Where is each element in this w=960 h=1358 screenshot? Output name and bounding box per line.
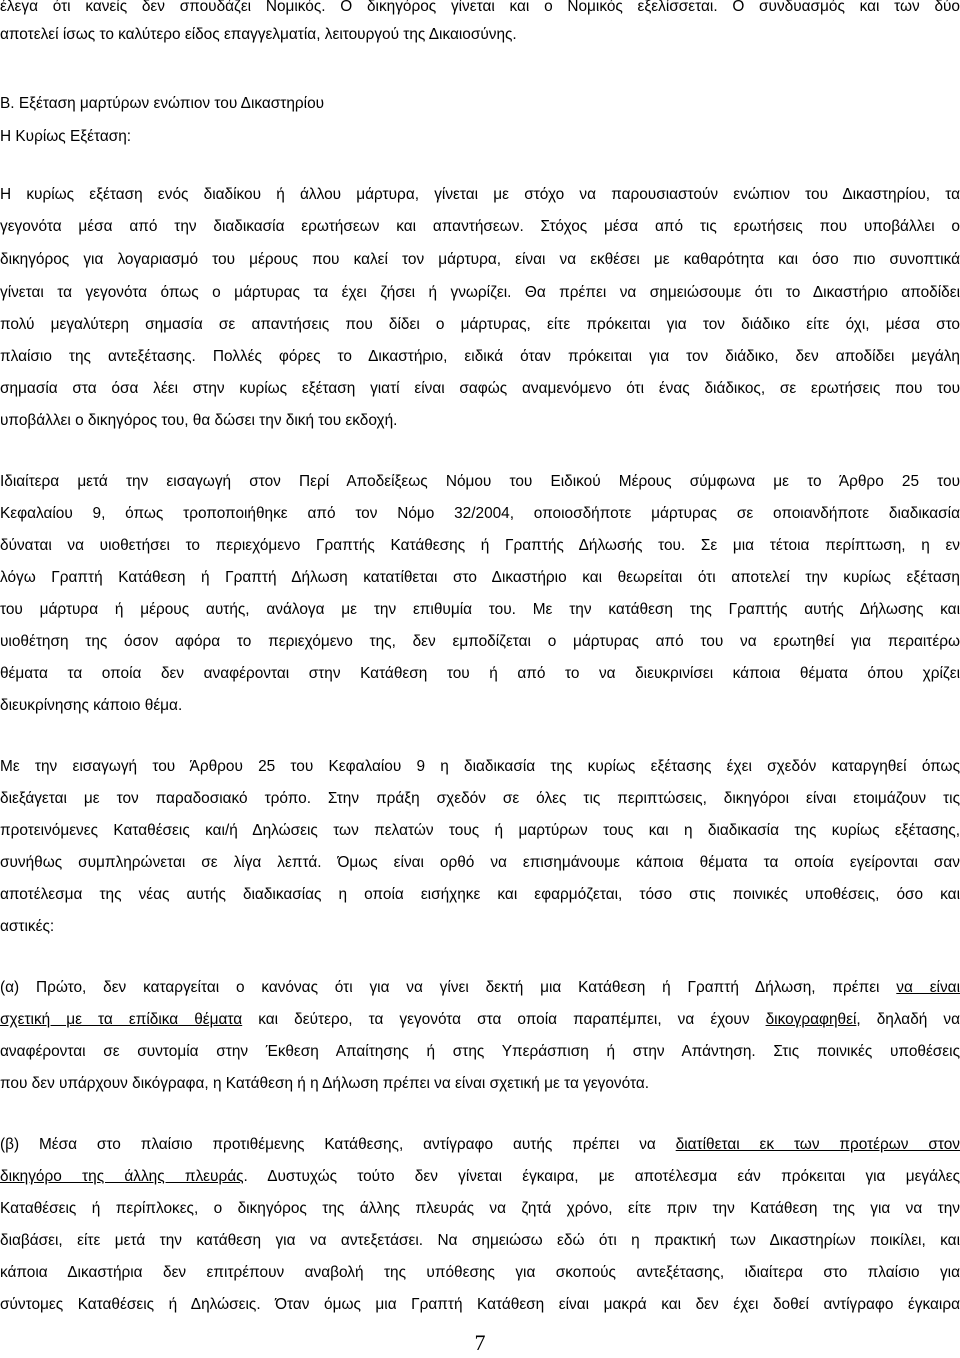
paragraph-1-line: πλαίσιο της αντεξέτασης. Πολλές φόρες το Δικαστήριο, ειδικά όταν πρόκειται για τον διάδικο, δεν αποδίδει μεγάλη [0, 348, 960, 365]
item-a-line: αναφέρονται σε συντομία στην Έκθεση Απαίτησης ή στης Υπεράσπιση ή στην Απάντηση. Στις ποινικές υποθέσεις [0, 1043, 960, 1060]
paragraph-2-line: Ιδιαίτερα μετά την εισαγωγή στον Περί Αποδείξεως Νόμου του Ειδικού Μέρους σύμφωνα με το Άρθρο 25 του [0, 473, 960, 490]
item-b-text: . Δυστυχώς τούτο δεν γίνεται έγκαιρα, με αποτέλεσμα εάν πρόκειται για μεγάλες [243, 1168, 960, 1185]
item-a-underlined: δικογραφηθεί [765, 1011, 857, 1028]
section-heading: Β. Εξέταση μαρτύρων ενώπιον του Δικαστηρίου [0, 95, 325, 112]
paragraph-1-line: πολύ μεγαλύτερη σημασία σε απαντήσεις που δίδει ο μάρτυρας, είτε πρόκειται για τον διάδικο είτε όχι, μέσα στο [0, 316, 960, 333]
paragraph-2-line: θέματα τα οποία δεν αναφέρονται στην Κατάθεση του ή από το να διευκρινίσει κάποια θέματα όπου χρίζει [0, 665, 960, 682]
paragraph-3-line: προτεινόμενες Καταθέσεις και/ή Δηλώσεις των πελατών τους ή μαρτύρων τους και η διαδικασία της κυρίως εξέτασης, [0, 822, 960, 839]
item-a-line [0, 976, 960, 1000]
paragraph-3-line: αστικές: [0, 918, 55, 935]
item-a-line: που δεν υπάρχουν δικόγραφα, η Κατάθεση ή η Δήλωση πρέπει να είναι σχετική με τα γεγονότα. [0, 1075, 650, 1092]
item-a-underlined: να είναι [896, 979, 960, 996]
paragraph-1-line: σημασία στα όσα λέει στην κυρίως εξέταση γιατί είναι σαφώς αναμενόμενο ότι ένας διάδικος, σε ερωτήσεις που του [0, 380, 960, 397]
page-number: 7 [474, 1330, 486, 1355]
intro-line: έλεγα ότι κανείς δεν σπουδάζει Νομικός. Ο δικηγόρος γίνεται και ο Νομικός εξελίσσεται. Ο συνδυασμός και των δύο [0, 0, 960, 15]
item-b-line: διαβάσει, είτε μετά την κατάθεση για να αντεξετάσει. Να σημειώσω εδώ ότι η πρακτική των Δικαστηρίων ποικίλει, και [0, 1232, 960, 1249]
item-b-text: (β) Μέσα στο πλαίσιο προτιθέμενης Κατάθεσης, αντίγραφο αυτής πρέπει να [0, 1136, 676, 1153]
subheading: Η Κυρίως Εξέταση: [0, 128, 132, 145]
paragraph-2-line: λόγω Γραπτή Κατάθεση ή Γραπτή Δήλωση κατατίθεται στο Δικαστήριο και θεωρείται ότι αποτελεί την κυρίως εξέταση [0, 569, 960, 586]
paragraph-3-line: διεξάγεται με τον παραδοσιακό τρόπο. Στην πράξη σχεδόν σε όλες τις περιπτώσεις, δικηγόροι είναι ετοιμάζουν τις [0, 790, 960, 807]
paragraph-1-line: γεγονότα μέσα από την διαδικασία ερωτήσεων και απαντήσεων. Στόχος μέσα από τις ερωτήσεις που υποβάλλει ο [0, 218, 960, 235]
paragraph-3-line: αποτέλεσμα της νέας αυτής διαδικασίας η οποία εισήχηκε και εφαρμόζεται, τόσο στις ποινικές υποθέσεις, όσο και [0, 886, 960, 903]
item-a-text: και δεύτερο, τα γεγονότα στα οποία παραπέμπει, να έχουν [242, 1011, 766, 1028]
item-b-line [0, 1165, 960, 1189]
intro-line: αποτελεί ίσως το καλύτερο είδος επαγγελματία, λειτουργού της Δικαιοσύνης. [0, 26, 517, 43]
item-b-line: Καταθέσεις ή περίπλοκες, ο δικηγόρος της άλλης πλευράς να ζητά χρόνο, είτε πριν την Κατάθεση της για να την [0, 1200, 960, 1217]
item-a-underlined: σχετική με τα επίδικα θέματα [0, 1011, 243, 1028]
paragraph-1-line: γίνεται τα γεγονότα όπως ο μάρτυρας τα έχει ζήσει ή γνωρίζει. Θα πρέπει να σημειώσουμε ότι το Δικαστήριο αποδίδει [0, 284, 960, 301]
paragraph-1-line: Η κυρίως εξέταση ενός διαδίκου ή άλλου μάρτυρα, γίνεται με στόχο να παρουσιαστούν ενώπιον του Δικαστηρίου, τα [0, 186, 960, 203]
paragraph-3-line: Με την εισαγωγή του Άρθρου 25 του Κεφαλαίου 9 η διαδικασία της κυρίως εξέτασης έχει σχεδόν καταργηθεί όπως [0, 758, 960, 775]
item-a-text: (α) Πρώτο, δεν καταργείται ο κανόνας ότι για να γίνει δεκτή μια Κατάθεση ή Γραπτή Δήλωση, πρέπει [0, 979, 897, 996]
item-b-line [0, 1133, 960, 1157]
item-b-line: κάποια Δικαστήρια δεν επιτρέπουν αναβολή της υπόθεσης για σκοπούς αντεξέτασης, ιδιαίτερα στο πλαίσιο για [0, 1264, 960, 1281]
item-a-text: , δηλαδή να [856, 1011, 960, 1028]
paragraph-2-line: Κεφαλαίου 9, όπως τροποποιήθηκε από τον Νόμο 32/2004, οποιοσδήποτε μάρτυρας σε οποιανδήποτε διαδικασία [0, 505, 960, 522]
item-b-line: σύντομες Καταθέσεις ή Δηλώσεις. Όταν όμως μια Γραπτή Κατάθεση είναι μακρά και δεν έχει δοθεί αντίγραφο έγκαιρα [0, 1296, 960, 1313]
paragraph-1-line: δικηγόρος για λογαριασμό του μέρους που καλεί τον μάρτυρα, είναι να εκθέσει με καθαρότητα και όσο πιο συνοπτικά [0, 251, 960, 268]
paragraph-1-line: υποβάλλει ο δικηγόρος του, θα δώσει την δική του εκδοχή. [0, 412, 398, 429]
item-b-underlined: δικηγόρο της άλλης πλευράς [0, 1168, 244, 1185]
paragraph-2-line: του μάρτυρα ή μέρους αυτής, ανάλογα με την επιθυμία του. Με την κατάθεση της Γραπτής αυτής Δήλωσης και [0, 601, 960, 618]
paragraph-2-line: δύναται να υιοθετήσει το περιεχόμενο Γραπτής Κατάθεσης ή Γραπτής Δήλωσής του. Σε μια τέτοια περίπτωση, η εν [0, 537, 960, 554]
item-b-underlined: διατίθεται εκ των προτέρων στον [675, 1136, 960, 1153]
item-a-line [0, 1008, 960, 1032]
paragraph-3-line: συνήθως συμπληρώνεται σε λίγα λεπτά. Όμως είναι ορθό να επισημάνουμε κάποια θέματα τα οποία εγείρονται σαν [0, 854, 960, 871]
paragraph-2-line: διευκρίνησης κάποιο θέμα. [0, 697, 183, 714]
paragraph-2-line: υιοθέτηση της όσον αφόρα το περιεχόμενο της, δεν εμποδίζεται ο μάρτυρας από του να ερωτηθεί για περαιτέρω [0, 633, 960, 650]
